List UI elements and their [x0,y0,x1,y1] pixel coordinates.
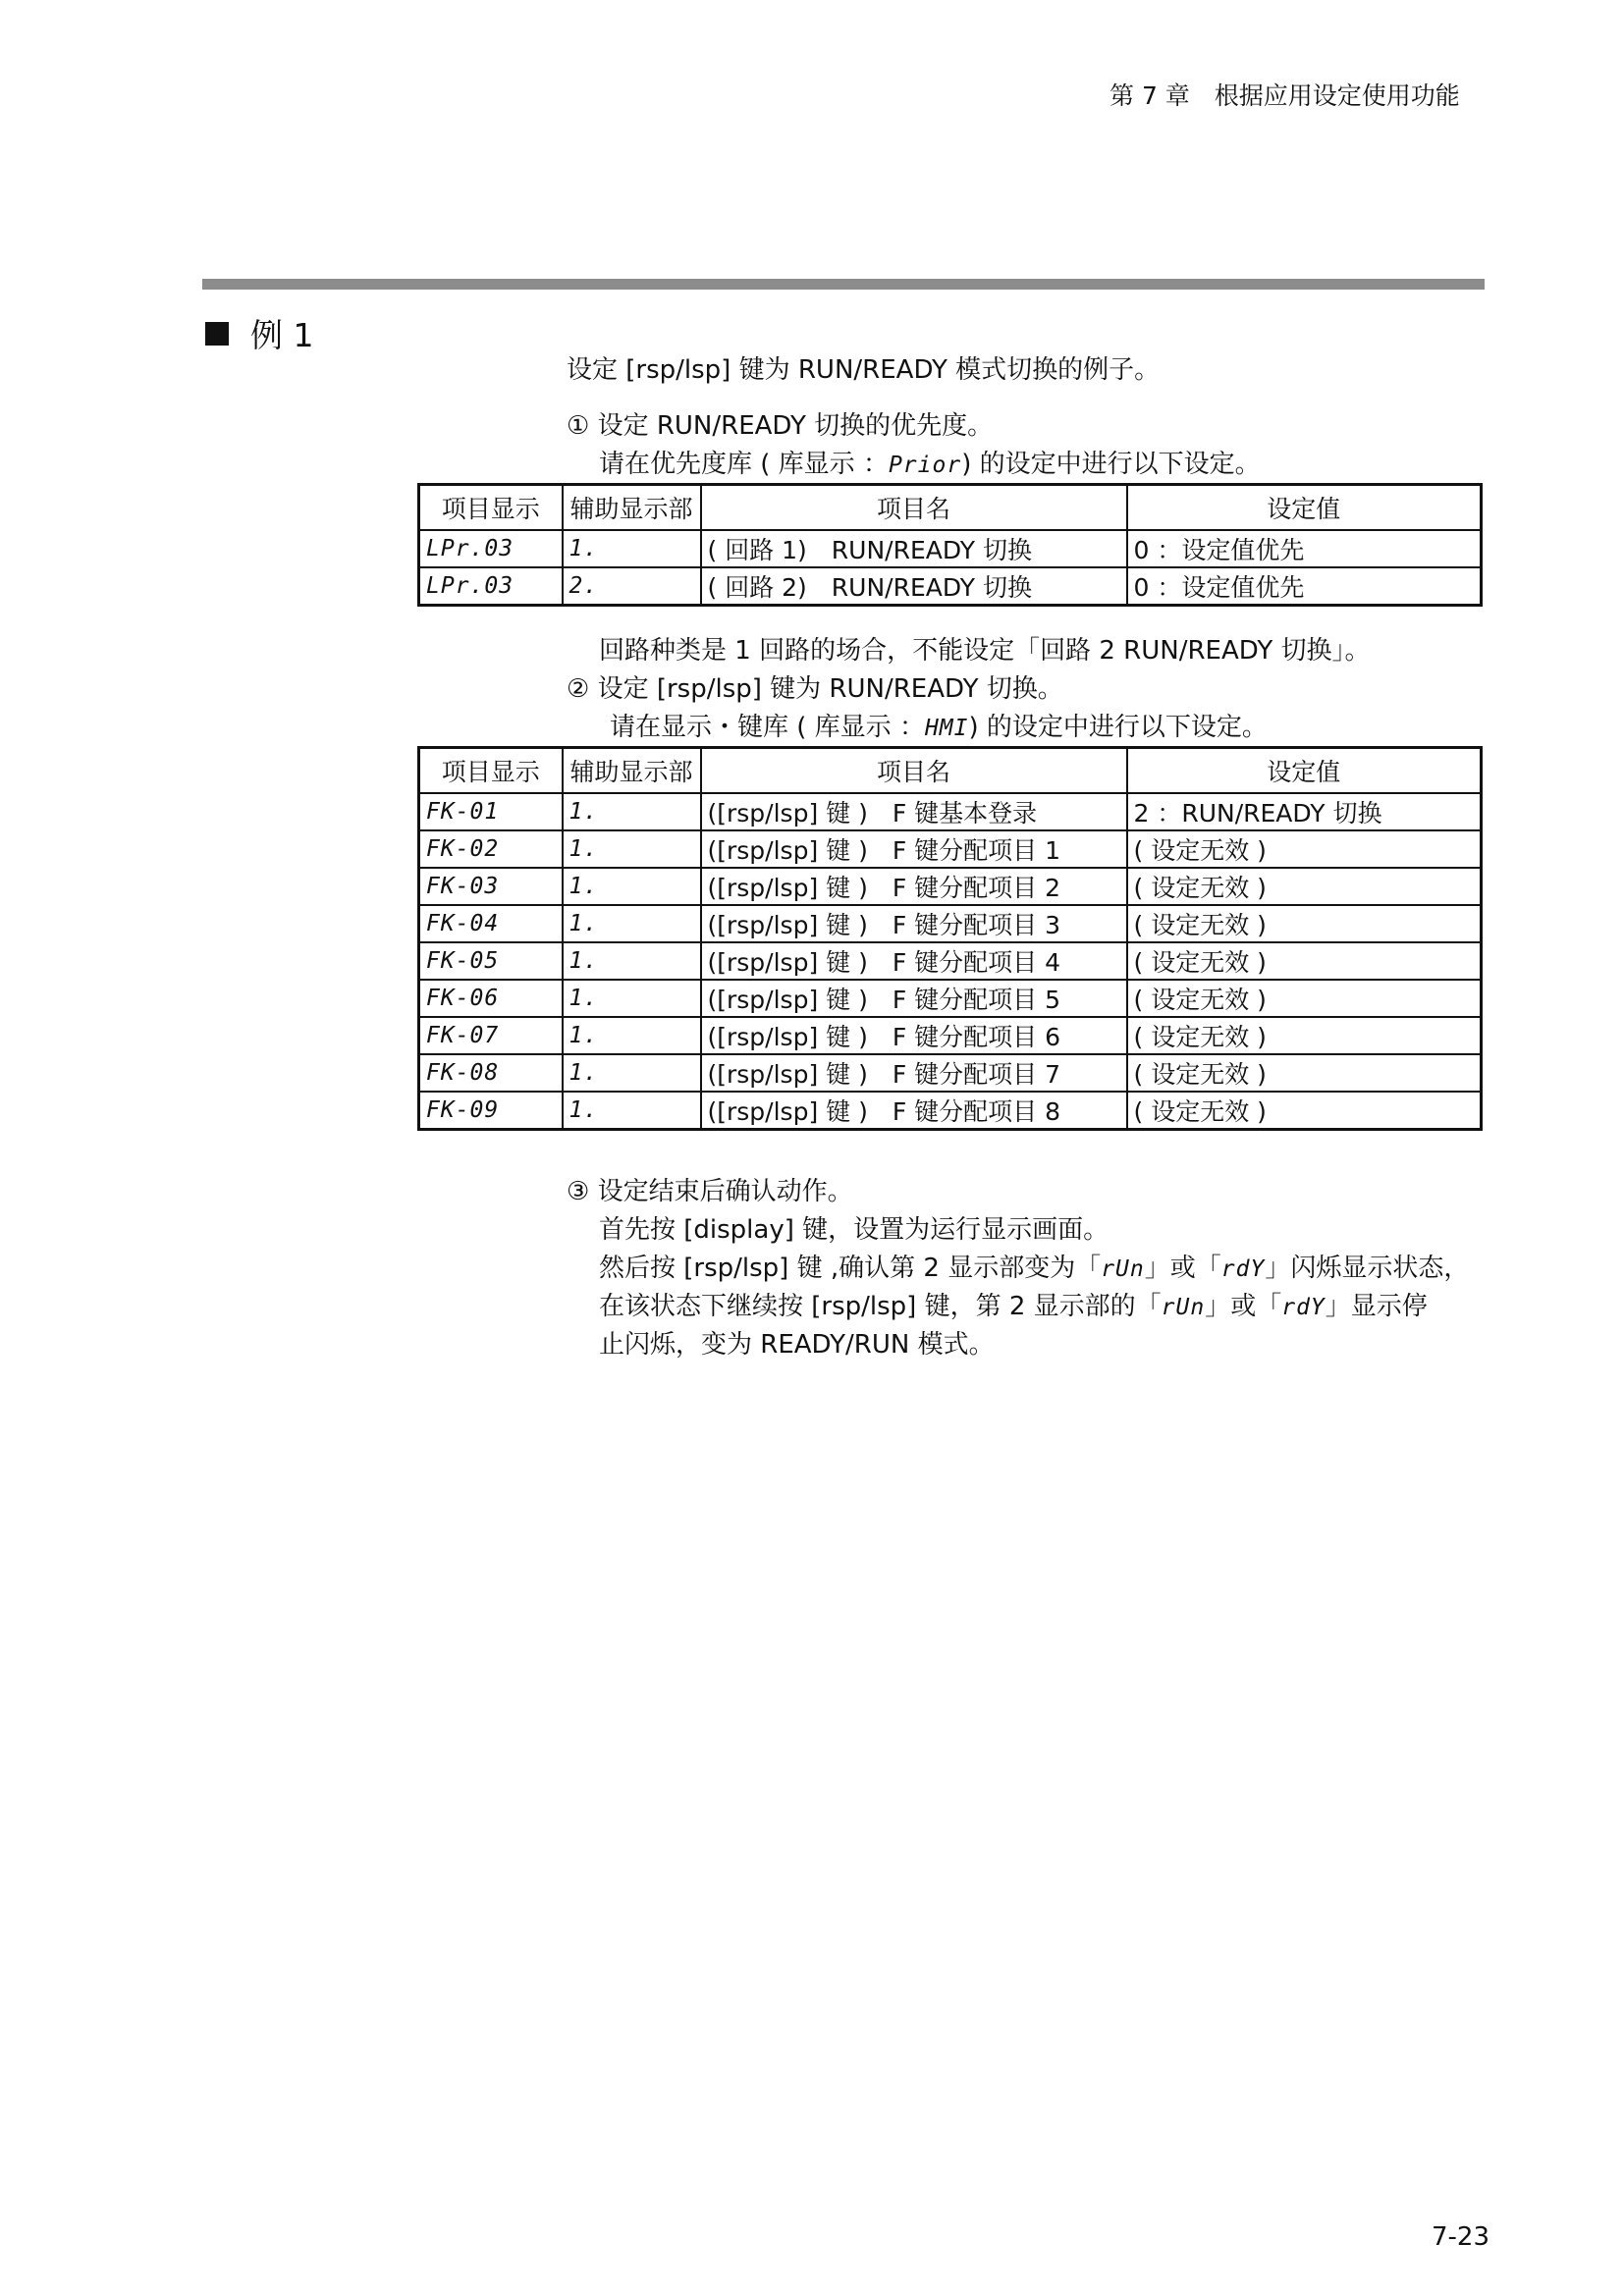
aux-display-cell: 1. [563,942,701,980]
item-display-cell: FK-06 [419,980,563,1017]
col-aux-display: 辅助显示部 [563,485,701,531]
item-name-cell: ([rsp/lsp] 键 ) F 键分配项目 7 [701,1054,1127,1092]
table-row [419,942,1482,980]
priority-settings-table [417,483,1483,607]
item-display-cell: LPr.03 [419,530,563,567]
aux-display-cell: 1. [563,868,701,905]
item-display-cell: FK-04 [419,905,563,942]
run-display-value: rUn [1101,1256,1145,1282]
aux-display-cell: 1. [563,530,701,567]
intro-text: 设定 [rsp/lsp] 键为 RUN/READY 模式切换的例子。 [567,355,1161,385]
item-name-cell: ([rsp/lsp] 键 ) F 键分配项目 5 [701,980,1127,1017]
item-display-cell: FK-01 [419,793,563,830]
example-heading-text: 例 1 [250,316,314,354]
setting-value-cell: 0 ：设定值优先 [1127,530,1482,567]
setting-value-cell: ( 设定无效 ) [1127,1054,1482,1092]
step2-instruction: 请在显示・键库 ( 库显示 ：HMI) 的设定中进行以下设定。 [610,713,1268,742]
step3-line-2: 然后按 [rsp/lsp] 键 ,确认第 2 显示部变为「rUn」或「rdY」闪烁显示状态， [599,1254,1470,1283]
table-row [419,1017,1482,1054]
aux-display-cell: 1. [563,830,701,868]
setting-value-cell: ( 设定无效 ) [1127,868,1482,905]
item-name-cell: ([rsp/lsp] 键 ) F 键分配项目 4 [701,942,1127,980]
col-setting-value: 设定值 [1127,485,1482,531]
ready-display-value: rdY [1281,1295,1326,1320]
item-name-cell: ([rsp/lsp] 键 ) F 键分配项目 8 [701,1092,1127,1130]
col-item-display: 项目显示 [419,748,563,794]
page-number: 7-23 [1432,2222,1490,2252]
table-row [419,793,1482,830]
item-display-cell: FK-02 [419,830,563,868]
item-display-cell: FK-08 [419,1054,563,1092]
step1-instruction: 请在优先度库 ( 库显示 ：Prior) 的设定中进行以下设定。 [599,450,1261,479]
table-header-row [419,748,1482,794]
item-name-cell: ([rsp/lsp] 键 ) F 键分配项目 3 [701,905,1127,942]
setting-value-cell: ( 设定无效 ) [1127,980,1482,1017]
col-item-display: 项目显示 [419,485,563,531]
col-item-name: 项目名 [701,485,1127,531]
aux-display-cell: 1. [563,1092,701,1130]
item-display-cell: FK-07 [419,1017,563,1054]
step1-title: ① 设定 RUN/READY 切换的优先度。 [567,411,994,441]
step3-line-4: 止闪烁，变为 READY/RUN 模式。 [599,1330,995,1360]
bank-display-value: HMI [924,716,969,741]
col-item-name: 项目名 [701,748,1127,794]
item-display-cell: FK-03 [419,868,563,905]
aux-display-cell: 2. [563,567,701,606]
item-name-cell: ([rsp/lsp] 键 ) F 键分配项目 1 [701,830,1127,868]
item-display-cell: FK-05 [419,942,563,980]
aux-display-cell: 1. [563,980,701,1017]
bank-display-value: Prior [888,453,962,478]
table-row [419,567,1482,606]
chapter-header: 第 7 章 根据应用设定使用功能 [1110,81,1460,110]
run-display-value: rUn [1161,1295,1206,1320]
setting-value-cell: ( 设定无效 ) [1127,830,1482,868]
table-row [419,868,1482,905]
table-row [419,905,1482,942]
item-display-cell: LPr.03 [419,567,563,606]
square-bullet-icon [205,322,229,346]
ready-display-value: rdY [1220,1256,1266,1282]
setting-value-cell: ( 设定无效 ) [1127,1017,1482,1054]
aux-display-cell: 1. [563,1017,701,1054]
table-header-row [419,485,1482,531]
table-row [419,1054,1482,1092]
section-divider [202,279,1485,290]
step3-title: ③ 设定结束后确认动作。 [567,1177,853,1206]
col-setting-value: 设定值 [1127,748,1482,794]
item-display-cell: FK-09 [419,1092,563,1130]
table-row [419,530,1482,567]
step3-line-1: 首先按 [display] 键，设置为运行显示画面。 [599,1215,1110,1245]
step3-line-3: 在该状态下继续按 [rsp/lsp] 键，第 2 显示部的「rUn」或「rdY」显示停 [599,1292,1428,1321]
setting-value-cell: ( 设定无效 ) [1127,942,1482,980]
item-name-cell: ([rsp/lsp] 键 ) F 键基本登录 [701,793,1127,830]
setting-value-cell: ( 设定无效 ) [1127,905,1482,942]
aux-display-cell: 1. [563,1054,701,1092]
col-aux-display: 辅助显示部 [563,748,701,794]
setting-value-cell: 0 ：设定值优先 [1127,567,1482,606]
table-row [419,1092,1482,1130]
key-settings-table [417,746,1483,1131]
setting-value-cell: 2 ：RUN/READY 切换 [1127,793,1482,830]
setting-value-cell: ( 设定无效 ) [1127,1092,1482,1130]
aux-display-cell: 1. [563,905,701,942]
item-name-cell: ( 回路 1) RUN/READY 切换 [701,530,1127,567]
loop-type-note: 回路种类是 1 回路的场合，不能设定「回路 2 RUN/READY 切换」。 [599,636,1371,666]
item-name-cell: ([rsp/lsp] 键 ) F 键分配项目 2 [701,868,1127,905]
item-name-cell: ( 回路 2) RUN/READY 切换 [701,567,1127,606]
step2-title: ② 设定 [rsp/lsp] 键为 RUN/READY 切换。 [567,674,1063,704]
item-name-cell: ([rsp/lsp] 键 ) F 键分配项目 6 [701,1017,1127,1054]
table-row [419,830,1482,868]
example-heading [205,310,314,356]
aux-display-cell: 1. [563,793,701,830]
table-row [419,980,1482,1017]
